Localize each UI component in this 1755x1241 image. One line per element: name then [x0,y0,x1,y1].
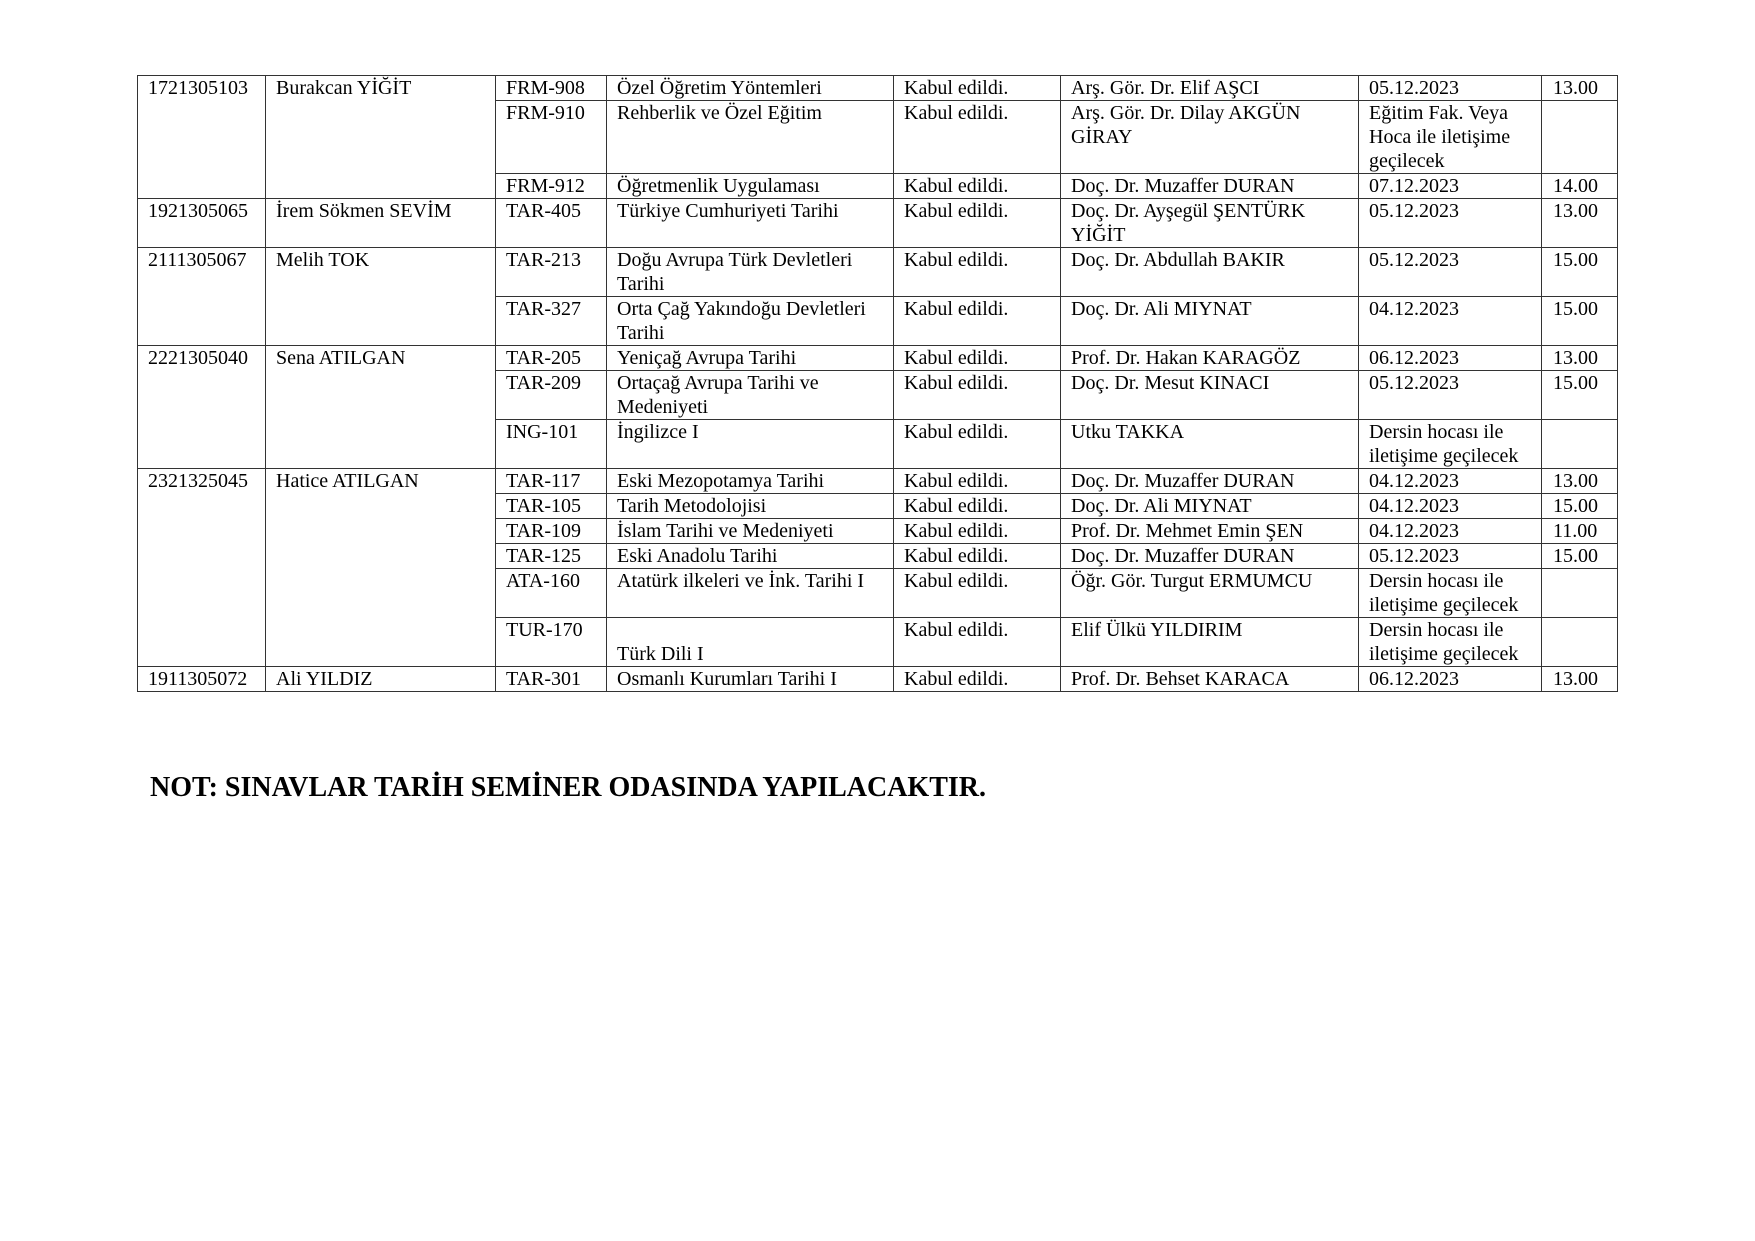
status-cell: Kabul edildi. [894,76,1061,101]
status-cell: Kabul edildi. [894,618,1061,667]
course-code-cell: TAR-205 [496,346,607,371]
status-cell: Kabul edildi. [894,371,1061,420]
student-number-cell: 2221305040 [138,346,266,469]
instructor-cell: Arş. Gör. Dr. Dilay AKGÜN GİRAY [1061,101,1359,174]
exam-date-cell: Eğitim Fak. Veya Hoca ile iletişime geçilecek [1359,101,1542,174]
exam-time-cell [1542,101,1618,174]
instructor-cell: Prof. Dr. Behset KARACA [1061,667,1359,692]
status-cell: Kabul edildi. [894,494,1061,519]
table-body [138,76,1618,692]
exam-date-cell: 05.12.2023 [1359,199,1542,248]
exam-date-cell: Dersin hocası ile iletişime geçilecek [1359,569,1542,618]
exam-time-cell: 15.00 [1542,371,1618,420]
course-code-cell: TAR-109 [496,519,607,544]
student-name-cell: Ali YILDIZ [266,667,496,692]
course-name-cell: Özel Öğretim Yöntemleri [607,76,894,101]
status-cell: Kabul edildi. [894,199,1061,248]
course-name-cell: Ortaçağ Avrupa Tarihi ve Medeniyeti [607,371,894,420]
exam-date-cell: 04.12.2023 [1359,494,1542,519]
status-cell: Kabul edildi. [894,297,1061,346]
course-name-cell: Yeniçağ Avrupa Tarihi [607,346,894,371]
instructor-cell: Doç. Dr. Muzaffer DURAN [1061,174,1359,199]
course-code-cell: TAR-213 [496,248,607,297]
course-code-cell: TAR-209 [496,371,607,420]
instructor-cell: Arş. Gör. Dr. Elif AŞCI [1061,76,1359,101]
status-cell: Kabul edildi. [894,420,1061,469]
course-name-cell: Osmanlı Kurumları Tarihi I [607,667,894,692]
student-number-cell: 2111305067 [138,248,266,346]
course-code-cell: TUR-170 [496,618,607,667]
student-number-cell: 1921305065 [138,199,266,248]
exam-time-cell [1542,618,1618,667]
course-name-cell: İslam Tarihi ve Medeniyeti [607,519,894,544]
course-code-cell: TAR-105 [496,494,607,519]
exam-time-cell: 11.00 [1542,519,1618,544]
course-code-cell: FRM-908 [496,76,607,101]
course-name-cell: Orta Çağ Yakındoğu Devletleri Tarihi [607,297,894,346]
course-code-cell: ING-101 [496,420,607,469]
exam-time-cell: 13.00 [1542,76,1618,101]
exam-time-cell: 13.00 [1542,346,1618,371]
status-cell: Kabul edildi. [894,346,1061,371]
course-code-cell: FRM-910 [496,101,607,174]
status-cell: Kabul edildi. [894,569,1061,618]
exam-date-cell: 05.12.2023 [1359,544,1542,569]
status-cell: Kabul edildi. [894,469,1061,494]
course-name-cell: Öğretmenlik Uygulaması [607,174,894,199]
exam-date-cell: 04.12.2023 [1359,519,1542,544]
course-code-cell: TAR-301 [496,667,607,692]
student-name-cell: Sena ATILGAN [266,346,496,469]
course-name-cell: Tarih Metodolojisi [607,494,894,519]
course-name-cell: Rehberlik ve Özel Eğitim [607,101,894,174]
course-name-cell: Türkiye Cumhuriyeti Tarihi [607,199,894,248]
course-name-cell: Eski Mezopotamya Tarihi [607,469,894,494]
instructor-cell: Doç. Dr. Muzaffer DURAN [1061,544,1359,569]
exam-time-cell: 13.00 [1542,469,1618,494]
exam-date-cell: 06.12.2023 [1359,346,1542,371]
status-cell: Kabul edildi. [894,174,1061,199]
course-name-cell: Eski Anadolu Tarihi [607,544,894,569]
instructor-cell: Doç. Dr. Ali MIYNAT [1061,297,1359,346]
table-row [138,346,1618,371]
instructor-cell: Doç. Dr. Mesut KINACI [1061,371,1359,420]
exam-time-cell: 13.00 [1542,667,1618,692]
student-number-cell: 2321325045 [138,469,266,667]
exam-date-cell: 05.12.2023 [1359,248,1542,297]
student-name-cell: Melih TOK [266,248,496,346]
course-code-cell: FRM-912 [496,174,607,199]
exam-time-cell [1542,569,1618,618]
student-name-cell: İrem Sökmen SEVİM [266,199,496,248]
instructor-cell: Prof. Dr. Mehmet Emin ŞEN [1061,519,1359,544]
exam-date-cell: 05.12.2023 [1359,76,1542,101]
course-code-cell: TAR-117 [496,469,607,494]
exam-time-cell: 14.00 [1542,174,1618,199]
course-code-cell: TAR-405 [496,199,607,248]
instructor-cell: Öğr. Gör. Turgut ERMUMCU [1061,569,1359,618]
exam-time-cell: 15.00 [1542,248,1618,297]
status-cell: Kabul edildi. [894,519,1061,544]
status-cell: Kabul edildi. [894,667,1061,692]
instructor-cell: Doç. Dr. Abdullah BAKIR [1061,248,1359,297]
course-code-cell: TAR-327 [496,297,607,346]
table-row [138,76,1618,101]
exam-location-note: NOT: SINAVLAR TARİH SEMİNER ODASINDA YAPILACAKTIR. [150,772,987,803]
exam-time-cell: 15.00 [1542,544,1618,569]
instructor-cell: Doç. Dr. Ayşegül ŞENTÜRK YİĞİT [1061,199,1359,248]
course-name-cell: Atatürk ilkeleri ve İnk. Tarihi I [607,569,894,618]
status-cell: Kabul edildi. [894,248,1061,297]
instructor-cell: Utku TAKKA [1061,420,1359,469]
student-number-cell: 1911305072 [138,667,266,692]
table-row [138,199,1618,248]
student-number-cell: 1721305103 [138,76,266,199]
status-cell: Kabul edildi. [894,544,1061,569]
instructor-cell: Doç. Dr. Ali MIYNAT [1061,494,1359,519]
table-row [138,248,1618,297]
status-cell: Kabul edildi. [894,101,1061,174]
course-name-cell: Doğu Avrupa Türk Devletleri Tarihi [607,248,894,297]
exam-time-cell: 13.00 [1542,199,1618,248]
student-name-cell: Burakcan YİĞİT [266,76,496,199]
exam-date-cell: 04.12.2023 [1359,297,1542,346]
exam-date-cell: Dersin hocası ile iletişime geçilecek [1359,420,1542,469]
course-name-cell: Türk Dili I [607,618,894,667]
student-name-cell: Hatice ATILGAN [266,469,496,667]
course-code-cell: TAR-125 [496,544,607,569]
table-row [138,469,1618,494]
exam-time-cell [1542,420,1618,469]
instructor-cell: Prof. Dr. Hakan KARAGÖZ [1061,346,1359,371]
instructor-cell: Doç. Dr. Muzaffer DURAN [1061,469,1359,494]
exam-date-cell: 04.12.2023 [1359,469,1542,494]
exam-time-cell: 15.00 [1542,297,1618,346]
instructor-cell: Elif Ülkü YILDIRIM [1061,618,1359,667]
exam-date-cell: 06.12.2023 [1359,667,1542,692]
exam-schedule-table [137,75,1618,692]
exam-date-cell: 05.12.2023 [1359,371,1542,420]
exam-date-cell: 07.12.2023 [1359,174,1542,199]
course-code-cell: ATA-160 [496,569,607,618]
exam-date-cell: Dersin hocası ile iletişime geçilecek [1359,618,1542,667]
table-row [138,667,1618,692]
exam-time-cell: 15.00 [1542,494,1618,519]
course-name-cell: İngilizce I [607,420,894,469]
